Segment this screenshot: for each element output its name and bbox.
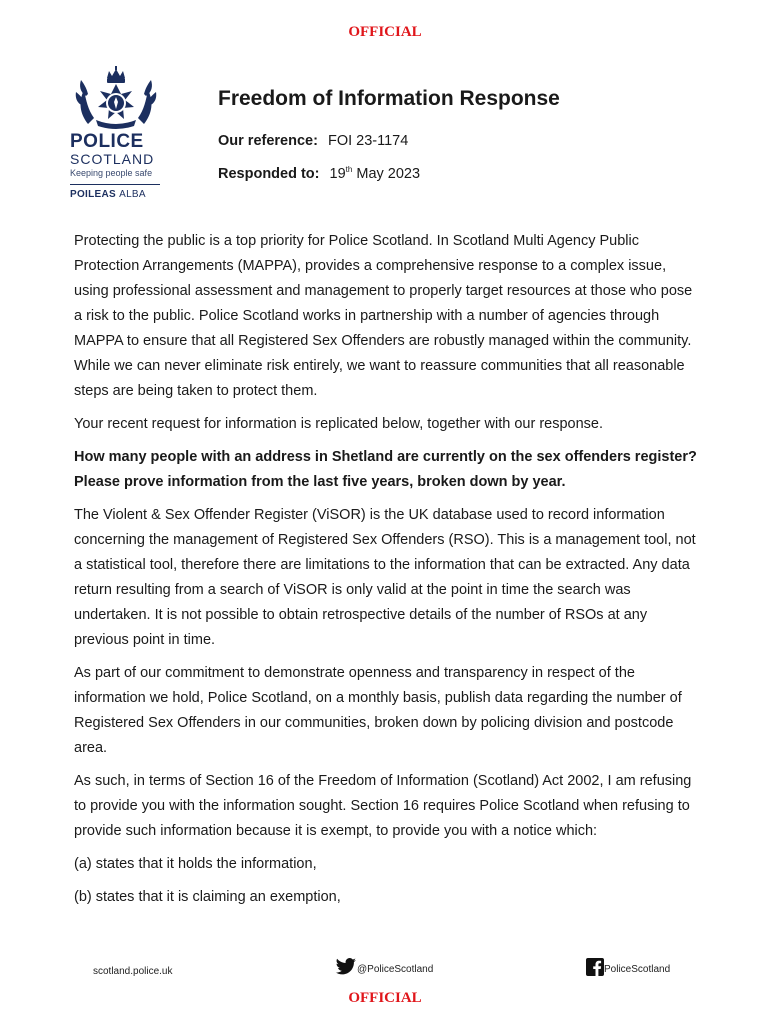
reference-line [218,133,408,149]
responded-month-year: May 2023 [356,165,421,182]
reference-value: FOI 23-1174 [327,133,409,149]
responded-line [218,165,420,182]
responded-label: Responded to: [218,165,320,182]
request-question: How many people with an address in Shetland are currently on the sex offenders register? Please prove information from the last five years, broken down by year. [74,449,697,490]
logo-gaelic-rest: ALBA [119,189,146,200]
footer-facebook-handle: PoliceScotland [604,964,671,975]
security-marking-bottom: OFFICIAL [348,990,422,1006]
twitter-icon [335,958,357,976]
footer-facebook [586,958,670,976]
police-scotland-logo [66,66,166,200]
list-item-b: (b) states that it is claiming an exemption, [74,889,341,905]
document-title: Freedom of Information Response [218,87,560,110]
responded-suffix: th [345,165,353,174]
footer-website: scotland.police.uk [93,966,173,977]
section16-paragraph: As such, in terms of Section 16 of the Freedom of Information (Scotland) Act 2002, I am refusing to provide you with the information sought. Section 16 requires Police Scotland when refusing to provide such information because it is exempt, to provide you with a notice which: [74,773,692,839]
crest-icon [74,66,158,132]
transparency-paragraph: As part of our commitment to demonstrate openness and transparency in respect of the information we hold, Police Scotland, on a monthly basis, publish data regarding the number of Registered Sex Offenders in our communities, broken down by policing division and postcode area. [74,665,682,756]
logo-gaelic-bold: POILEAS [70,189,116,200]
footer-twitter-handle: @PoliceScotland [357,964,434,975]
logo-scotland-text: SCOTLAND [70,151,155,167]
logo-police-text: POLICE [70,131,144,152]
list-item-a: (a) states that it holds the information, [74,856,317,872]
facebook-icon [586,958,604,976]
footer-twitter [335,958,433,976]
visor-paragraph: The Violent & Sex Offender Register (ViSOR) is the UK database used to record information concerning the management of Registered Sex Offenders (RSO). This is a management tool, not a statistical tool, therefore there are limitations to the information that can be extracted. Any data return resulting from a search of ViSOR is only valid at the point in time the search was undertaken. It is not possible to obtain retrospective details of the number of RSOs at any previous point in time. [74,507,696,648]
reference-label: Our reference: [218,133,318,149]
logo-divider [70,184,160,185]
security-marking-top: OFFICIAL [348,24,422,40]
intro-paragraph: Protecting the public is a top priority for Police Scotland. In Scotland Multi Agency Public Protection Arrangements (MAPPA), provides a comprehensive response to a complex issue, using professional assessment and management to properly target resources at those who pose a risk to the public. Police Scotland works in partnership with a number of agencies through MAPPA to ensure that all Registered Sex Offenders are robustly managed within the community. While we can never eliminate risk entirely, we want to reassure communities that all reasonable steps are being taken to protect them. [74,233,693,399]
logo-tagline: Keeping people safe [70,168,153,178]
responded-day: 19 [329,165,346,182]
request-intro-paragraph: Your recent request for information is replicated below, together with our response. [74,416,604,432]
response-body [74,229,702,918]
logo-gaelic-name [66,189,166,200]
